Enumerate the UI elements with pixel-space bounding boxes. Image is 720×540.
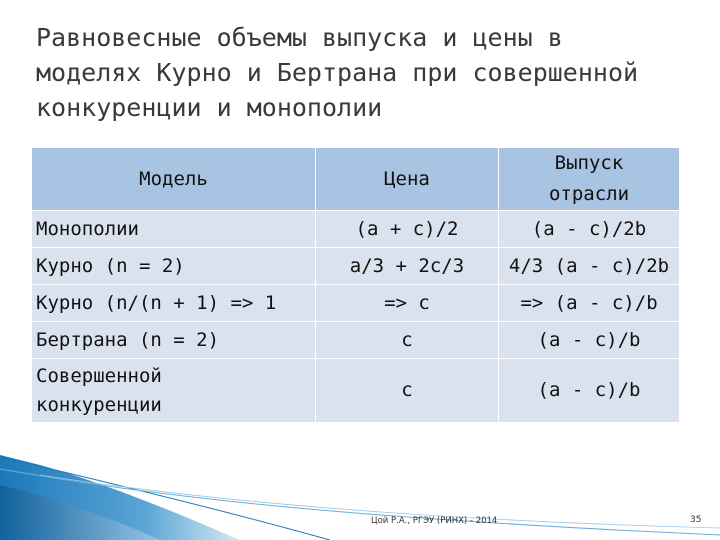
title-line-1: Равновесные объемы выпуска и цены в [36, 23, 563, 52]
cell-model: Бертрана (n = 2) [32, 322, 316, 359]
table-row [32, 211, 680, 248]
cell-price: c [316, 359, 499, 423]
header-output [499, 148, 680, 211]
table-header-row [32, 148, 680, 211]
table-row [32, 322, 680, 359]
title-line-2: моделях Курно и Бертрана при совершенной [36, 58, 639, 87]
table-row [32, 359, 680, 423]
cell-output: (a - c)/b [499, 322, 680, 359]
footer-author: Цой Р.А., РГЭУ (РИНХ) - 2014 [371, 516, 498, 526]
cell-output: 4/3 (a - c)/2b [499, 248, 680, 285]
cell-output: (a - c)/b [499, 359, 680, 423]
cell-output: => (a - c)/b [499, 285, 680, 322]
cell-model: Курно (n = 2) [32, 248, 316, 285]
cell-price: c [316, 322, 499, 359]
slide-title [36, 20, 696, 125]
cell-price: (a + c)/2 [316, 211, 499, 248]
table-row [32, 248, 680, 285]
header-output-line-1: Выпуск [554, 152, 624, 174]
cell-model [32, 359, 316, 423]
equilibrium-table [31, 147, 680, 423]
page-number: 35 [690, 515, 702, 525]
decorative-waves [0, 455, 720, 540]
cell-output: (a - c)/2b [499, 211, 680, 248]
cell-model-line-1: Совершенной [36, 364, 162, 387]
cell-model-line-2: конкуренции [36, 393, 162, 416]
header-model: Модель [32, 148, 316, 211]
header-output-line-2: отрасли [548, 183, 630, 205]
title-line-3: конкуренции и монополии [36, 93, 383, 122]
header-price: Цена [316, 148, 499, 211]
cell-price: a/3 + 2c/3 [316, 248, 499, 285]
table-row [32, 285, 680, 322]
cell-model: Курно (n/(n + 1) => 1 [32, 285, 316, 322]
cell-price: => c [316, 285, 499, 322]
cell-model: Монополии [32, 211, 316, 248]
